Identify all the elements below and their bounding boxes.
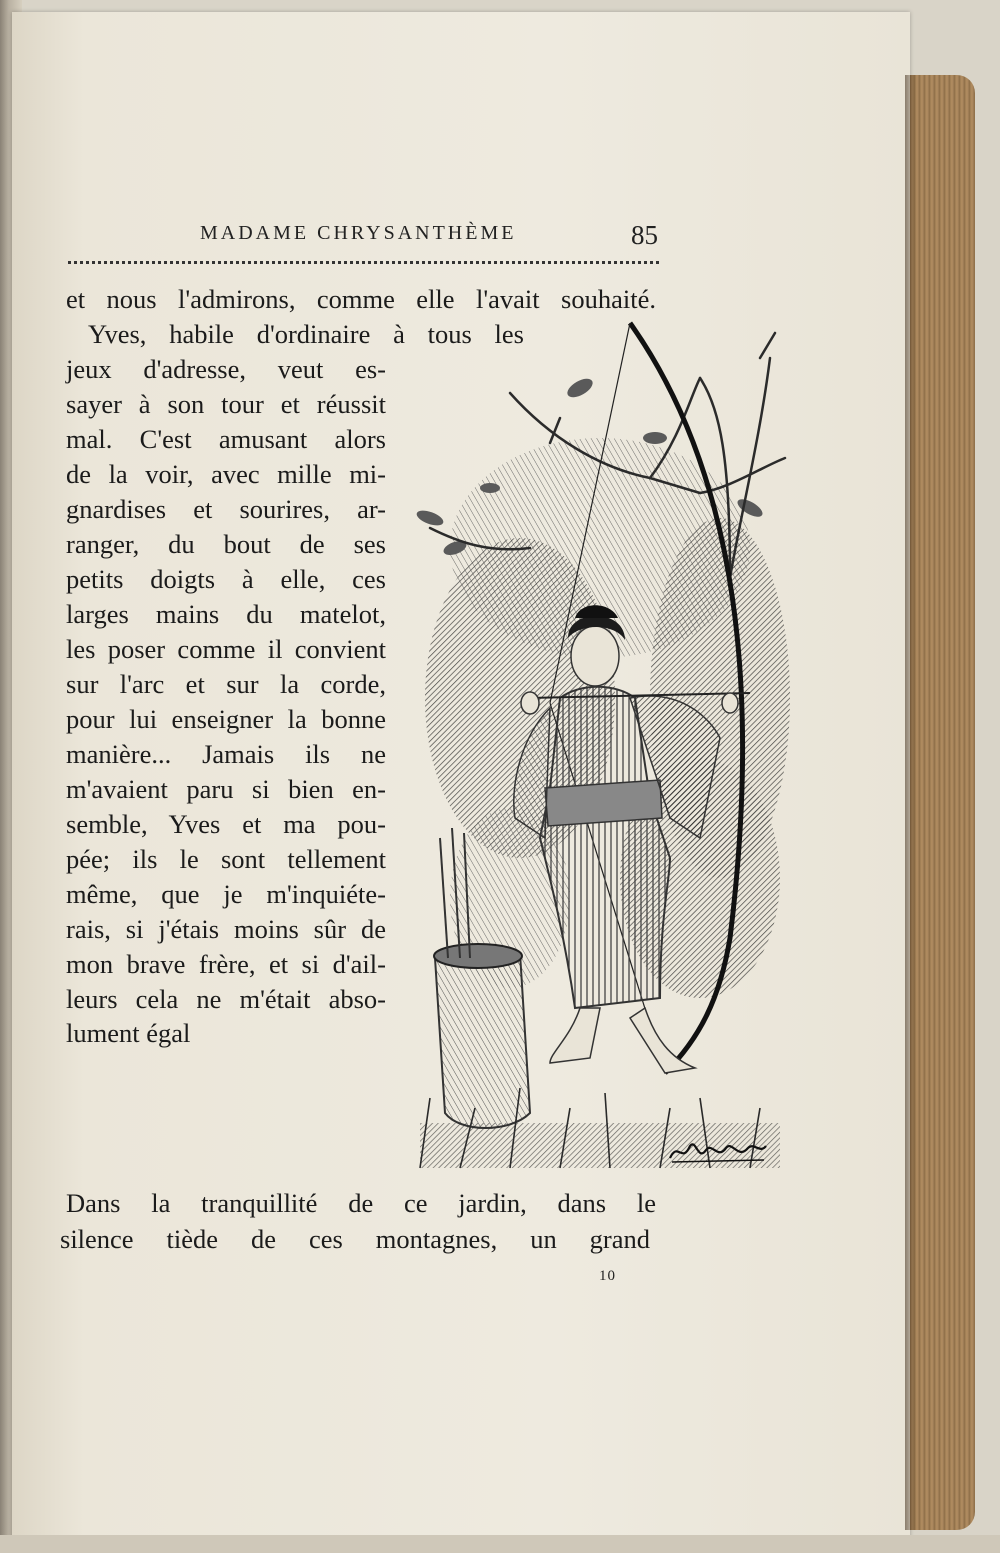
running-title: MADAME CHRYSANTHÈME <box>200 222 517 244</box>
text-line: silence tiède de ces montagnes, un grand <box>60 1224 650 1254</box>
text-line: les poser comme il convient <box>66 634 386 664</box>
text-line: sur l'arc et sur la corde, <box>66 669 386 699</box>
text-line: même, que je m'inquiéte- <box>66 879 386 909</box>
artist-signature <box>668 1136 768 1171</box>
text-line: mon brave frère, et si d'ail- <box>66 949 386 979</box>
text-line: manière... Jamais ils ne <box>66 739 386 769</box>
text-line: m'avaient paru si bien en- <box>66 774 386 804</box>
text-line: lument égal <box>66 1018 191 1048</box>
text-line: de la voir, avec mille mi- <box>66 459 386 489</box>
text-line: jeux d'adresse, veut es- <box>66 354 386 384</box>
bottom-shadow <box>0 1535 1000 1553</box>
text-line: ranger, du bout de ses <box>66 529 386 559</box>
text-line: pée; ils le sont tellement <box>66 844 386 874</box>
text-line: semble, Yves et ma pou- <box>66 809 386 839</box>
text-line: larges mains du matelot, <box>66 599 386 629</box>
text-line: mal. C'est amusant alors <box>66 424 386 454</box>
signature-mark: 10 <box>599 1268 616 1284</box>
text-line: petits doigts à elle, ces <box>66 564 386 594</box>
text-line: gnardises et sourires, ar- <box>66 494 386 524</box>
text-line: Yves, habile d'ordinaire à tous les <box>88 319 524 349</box>
archer-illustration <box>400 318 795 1173</box>
text-line: Dans la tranquillité de ce jardin, dans le <box>66 1188 656 1218</box>
text-line: leurs cela ne m'était abso- <box>66 984 386 1014</box>
header-rule <box>68 261 659 264</box>
text-line: rais, si j'étais moins sûr de <box>66 914 386 944</box>
text-line: et nous l'admirons, comme elle l'avait souhaité. <box>66 284 656 314</box>
text-line: pour lui enseigner la bonne <box>66 704 386 734</box>
page-shadow <box>905 75 917 1530</box>
text-line: sayer à son tour et réussit <box>66 389 386 419</box>
signature-scribble-icon <box>668 1136 768 1166</box>
page-number: 85 <box>631 220 658 250</box>
